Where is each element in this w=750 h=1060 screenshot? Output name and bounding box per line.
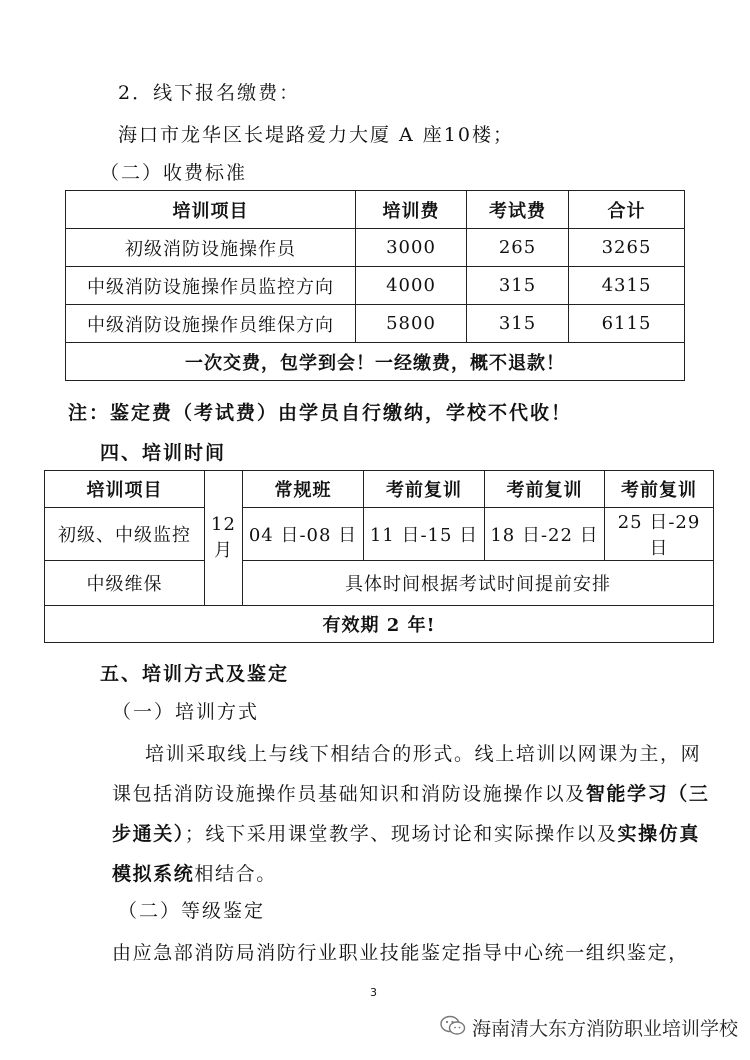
schedule-header-row [45,471,714,508]
schedule-header-item: 培训项目 [45,471,205,508]
exam-fee-note: 注：鉴定费（考试费）由学员自行缴纳，学校不代收！ [68,402,573,424]
month-unit: 月 [214,540,233,561]
fee-training-cell: 4000 [356,267,467,305]
page-number: 3 [370,986,377,999]
paragraph-emphasis: 步通关） [112,823,185,845]
fee-table-footer-row [66,343,685,381]
fee-header-total: 合计 [569,191,685,229]
address-line: 海口市龙华区长堤路爱力大厦 A 座10楼； [118,124,514,146]
section-method-heading: 五、培训方式及鉴定 [100,663,290,685]
table-row [45,561,714,606]
schedule-date-cell: 25 日-29 日 [605,508,714,561]
grade-assessment-heading: （二）等级鉴定 [118,900,266,922]
fee-standard-heading: （二）收费标准 [100,162,248,184]
month-number: 12 [211,514,236,535]
schedule-date-cell: 11 日-15 日 [364,508,485,561]
fee-exam-cell: 265 [467,229,569,267]
schedule-header-review-1: 考前复训 [364,471,485,508]
fee-policy-text: 一次交费，包学到会！一经缴费，概不退款！ [66,343,685,381]
paragraph-line [112,779,709,806]
table-row [66,305,685,343]
fee-header-exam: 考试费 [467,191,569,229]
paragraph-emphasis: 模拟系统 [112,863,195,885]
fee-exam-cell: 315 [467,305,569,343]
fee-total-cell: 3265 [569,229,685,267]
fee-exam-cell: 315 [467,267,569,305]
validity-text: 有效期 2 年! [45,606,714,643]
schedule-header-review-2: 考前复训 [485,471,605,508]
schedule-item-cell: 初级、中级监控 [45,508,205,561]
schedule-item-cell: 中级维保 [45,561,205,606]
schedule-arrangement-note: 具体时间根据考试时间提前安排 [243,561,714,606]
table-row [66,229,685,267]
schedule-date-cell: 18 日-22 日 [485,508,605,561]
schedule-header-review-3: 考前复训 [605,471,714,508]
wechat-icon [440,1015,466,1041]
schedule-footer-row [45,606,714,643]
watermark-text: 海南清大东方消防职业培训学校 [472,1018,739,1040]
month-cell [205,471,243,606]
fee-item-cell: 中级消防设施操作员监控方向 [66,267,356,305]
watermark [440,1014,738,1041]
paragraph-emphasis: 智能学习（三 [585,783,710,805]
paragraph-text: ；线下采用课堂教学、现场讨论和实际操作以及 [184,823,618,845]
offline-registration-heading: 2．线下报名缴费： [118,82,301,104]
schedule-date-cell: 04 日-08 日 [243,508,364,561]
fee-item-cell: 中级消防设施操作员维保方向 [66,305,356,343]
schedule-header-regular: 常规班 [243,471,364,508]
table-row [66,267,685,305]
paragraph-line [112,819,700,846]
training-method-heading: （一）培训方式 [112,701,260,723]
fee-table [65,190,685,381]
fee-total-cell: 4315 [569,267,685,305]
fee-item-cell: 初级消防设施操作员 [66,229,356,267]
paragraph-text: 相结合。 [194,863,277,885]
paragraph-emphasis: 实操仿真 [617,823,700,845]
fee-training-cell: 3000 [356,229,467,267]
paragraph-text: 课包括消防设施操作员基础知识和消防设施操作以及 [112,783,586,805]
paragraph-line: 培训采取线上与线下相结合的形式。线上培训以网课为主，网 [145,743,702,765]
section-training-time-heading: 四、培训时间 [100,442,227,464]
fee-total-cell: 6115 [569,305,685,343]
fee-training-cell: 5800 [356,305,467,343]
schedule-table [44,470,714,643]
fee-header-training: 培训费 [356,191,467,229]
paragraph-line [112,859,277,886]
fee-table-header-row [66,191,685,229]
fee-header-item: 培训项目 [66,191,356,229]
table-row [45,508,714,561]
paragraph-line: 由应急部消防局消防行业职业技能鉴定指导中心统一组织鉴定， [112,942,689,964]
